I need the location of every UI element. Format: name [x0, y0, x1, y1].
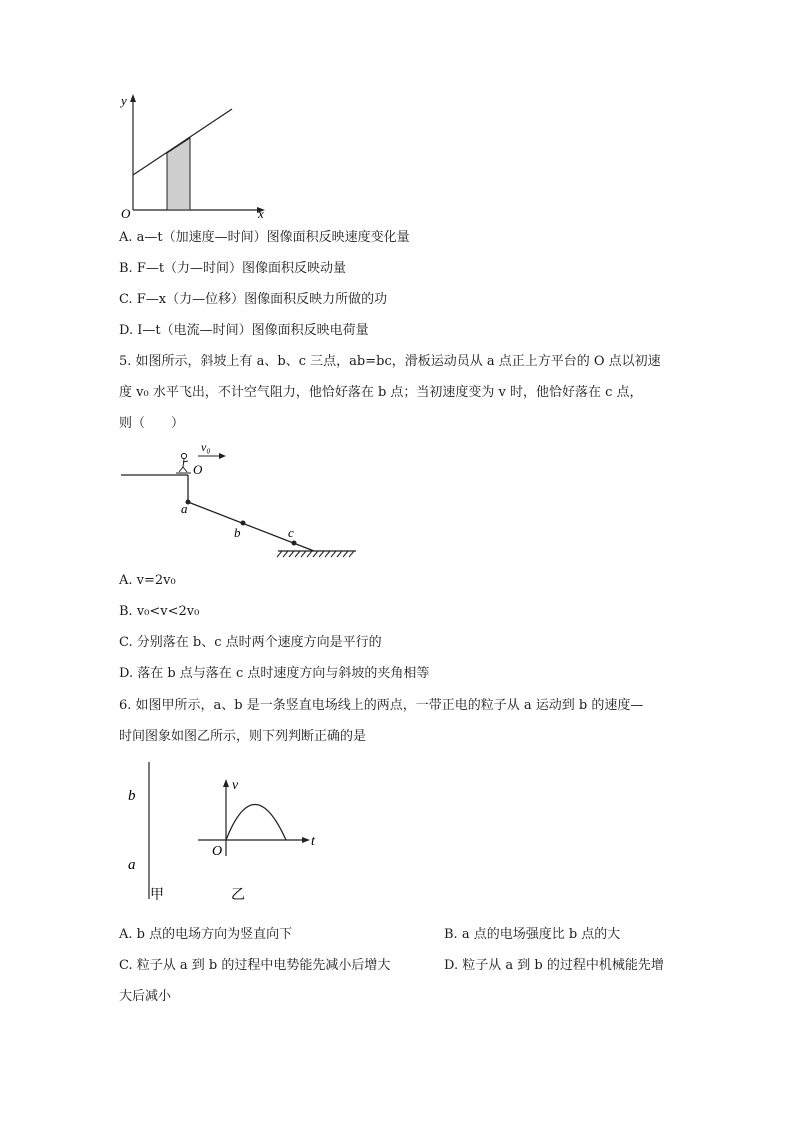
q5-stem-line-2: 度 v₀ 水平飞出，不计空气阻力，他恰好落在 b 点；当初速度变为 v 时，他恰好落在 c 点，: [119, 385, 643, 400]
x-label: x: [258, 206, 264, 221]
q6-option-b: B. a 点的电场强度比 b 点的大: [444, 927, 621, 942]
vt-origin-label: O: [212, 844, 223, 859]
q4-option-c: C. F—x（力—位移）图像面积反映力所做的功: [119, 292, 388, 307]
q5-option-c: C. 分别落在 b、c 点时两个速度方向是平行的: [119, 635, 382, 650]
v0-label: v₀: [201, 440, 211, 454]
ground-hatching: [277, 551, 354, 557]
area-graph-figure: [110, 88, 280, 224]
vt-curve: [226, 805, 286, 841]
q6-option-d-line-2: 大后减小: [119, 989, 172, 1004]
slope-figure: [118, 438, 368, 562]
q5-stem-line-1: 5. 如图所示，斜坡上有 a、b、c 三点，ab=bc，滑板运动员从 a 点正上方平台的 O 点以初速: [119, 354, 661, 369]
q6-option-d-line-1: D. 粒子从 a 到 b 的过程中机械能先增: [444, 958, 664, 973]
q6-option-c: C. 粒子从 a 到 b 的过程中电势能先减小后增大: [119, 958, 391, 973]
figure-yi-label: 乙: [231, 888, 245, 903]
y-label: y: [121, 93, 127, 108]
vt-t-axis-arrow: [302, 837, 310, 843]
vt-t-label: t: [311, 834, 315, 849]
q4-option-b: B. F—t（力—时间）图像面积反映动量: [119, 261, 347, 276]
point-c: [292, 541, 297, 546]
q6-stem-line-1: 6. 如图甲所示，a、b 是一条竖直电场线上的两点，一带正电的粒子从 a 运动到 b 的速度—: [119, 698, 644, 713]
q5-option-d: D. 落在 b 点与落在 c 点时速度方向与斜坡的夹角相等: [119, 666, 430, 681]
v0-arrowhead: [219, 453, 226, 459]
vt-v-axis-arrow: [223, 779, 229, 787]
skater-icon: [176, 453, 191, 473]
point-a-label: a: [181, 501, 188, 516]
origin-label: O: [121, 206, 131, 221]
point-b-label: b: [234, 525, 241, 540]
y-axis-arrow: [130, 94, 136, 102]
shaded-area: [167, 138, 190, 210]
field-and-vt-figure: [118, 756, 338, 906]
vt-v-label: v: [232, 778, 239, 793]
q6-stem-line-2: 时间图象如图乙所示，则下列判断正确的是: [119, 729, 367, 744]
q5-stem-line-3: 则（ ）: [119, 416, 185, 431]
point-o-label: O: [193, 462, 203, 477]
point-b: [241, 521, 246, 526]
q4-option-d: D. I—t（电流—时间）图像面积反映电荷量: [119, 323, 369, 338]
field-point-b-label: b: [128, 788, 136, 804]
figure-jia-label: 甲: [150, 888, 164, 903]
q4-option-a: A. a—t（加速度—时间）图像面积反映速度变化量: [119, 230, 410, 245]
q6-option-a: A. b 点的电场方向为竖直向下: [119, 927, 293, 942]
field-point-a-label: a: [128, 857, 136, 873]
q5-option-a: A. v=2v₀: [119, 573, 176, 588]
point-c-label: c: [288, 525, 294, 540]
q5-option-b: B. v₀<v<2v₀: [119, 604, 200, 619]
